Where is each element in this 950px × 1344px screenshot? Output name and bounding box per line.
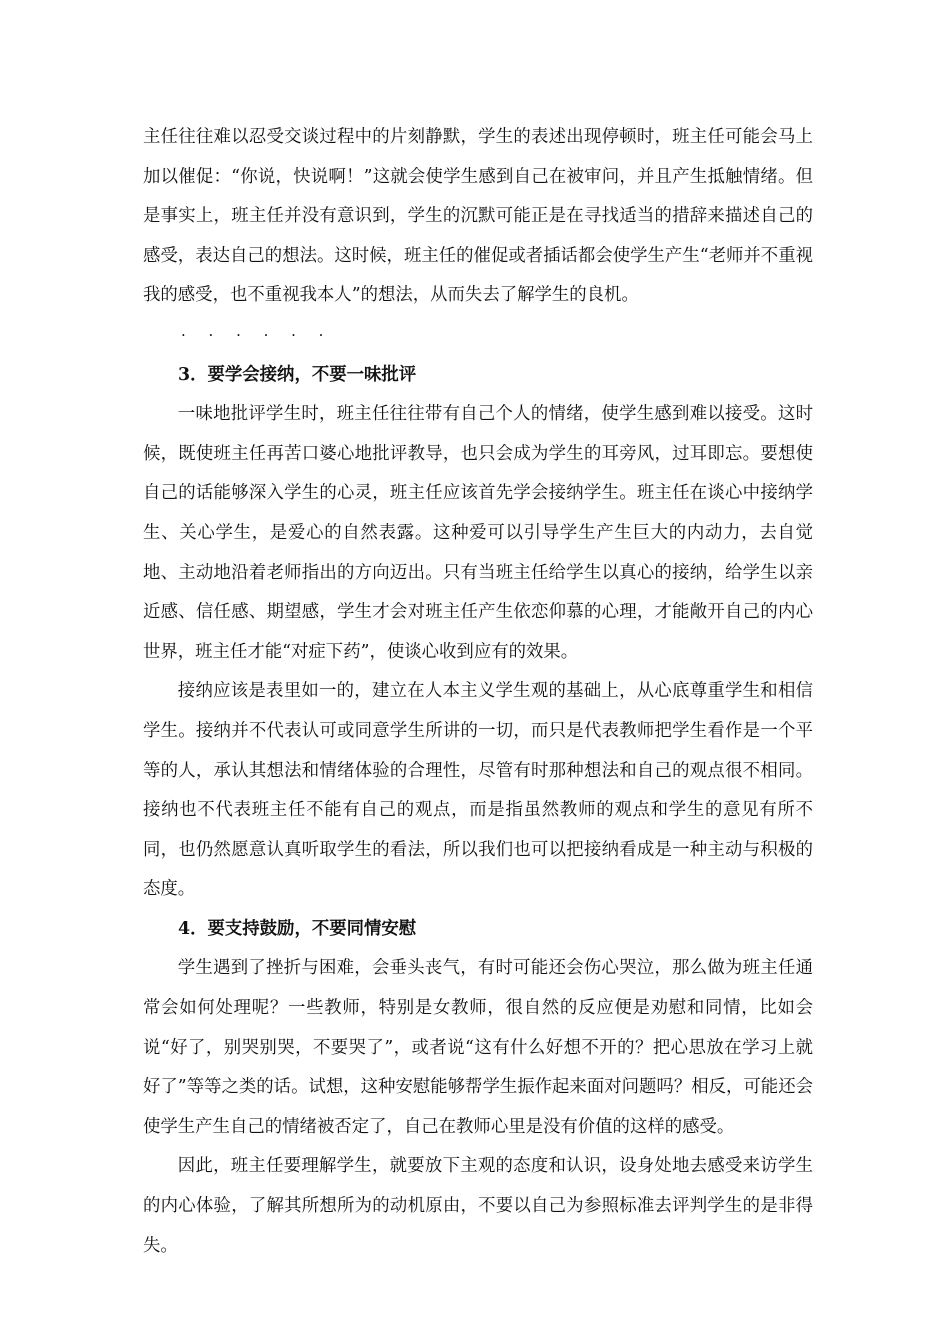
paragraph-accept-1: 一味地批评学生时，班主任往往带有自己个人的情绪，使学生感到难以接受。这时候，既使班主任再苦口婆心地批评教导，也只会成为学生的耳旁风，过耳即忘。要想使自己的话能够深入学生的心灵，班主任应该首先学会接纳学生。班主任在谈心中接纳学生、关心学生，是爱心的自然表露。这种爱可以引导学生产生巨大的内动力，去自觉地、主动地沿着老师指出的方向迈出。只有当班主任给学生以真心的接纳，给学生以亲近感、信任感、期望感，学生才会对班主任产生依恋仰慕的心理，才能敞开自己的内心世界，班主任才能“对症下药”，使谈心收到应有的效果。	[143, 404, 813, 662]
section-heading-4: 4．要支持鼓励，不要同情安慰	[178, 918, 417, 939]
ellipsis-separator: · · · · · ·	[181, 325, 333, 344]
document-page	[143, 118, 813, 1266]
paragraph-support-1: 学生遇到了挫折与困难，会垂头丧气，有时可能还会伤心哭泣，那么做为班主任通常会如何处理呢？一些教师，特别是女教师，很自然的反应便是劝慰和同情，比如会说“好了，别哭别哭，不要哭了”，或者说“这有什么好想不开的？把心思放在学习上就好了”等等之类的话。试想，这种安慰能够帮学生振作起来面对问题吗？相反，可能还会使学生产生自己的情绪被否定了，自己在教师心里是没有价值的这样的感受。	[143, 958, 813, 1137]
paragraph-continued: 主任往往难以忍受交谈过程中的片刻静默，学生的表述出现停顿时，班主任可能会马上加以催促：“你说，快说啊！”这就会使学生感到自己在被审问，并且产生抵触情绪。但是事实上，班主任并没有意识到，学生的沉默可能正是在寻找适当的措辞来描述自己的感受，表达自己的想法。这时候，班主任的催促或者插话都会使学生产生“老师并不重视我的感受，也不重视我本人”的想法，从而失去了解学生的良机。	[143, 127, 813, 306]
section-heading-3: 3．要学会接纳，不要一味批评	[178, 364, 417, 385]
paragraph-accept-2: 接纳应该是表里如一的，建立在人本主义学生观的基础上，从心底尊重学生和相信学生。接纳并不代表认可或同意学生所讲的一切，而只是代表教师把学生看作是一个平等的人，承认其想法和情绪体验的合理性，尽管有时那种想法和自己的观点很不相同。接纳也不代表班主任不能有自己的观点，而是指虽然教师的观点和学生的意见有所不同，也仍然愿意认真听取学生的看法，所以我们也可以把接纳看成是一种主动与积极的态度。	[143, 681, 813, 900]
paragraph-support-2: 因此，班主任要理解学生，就要放下主观的态度和认识，设身处地去感受来访学生的内心体验，了解其所想所为的动机原由，不要以自己为参照标准去评判学生的是非得失。	[143, 1156, 813, 1256]
